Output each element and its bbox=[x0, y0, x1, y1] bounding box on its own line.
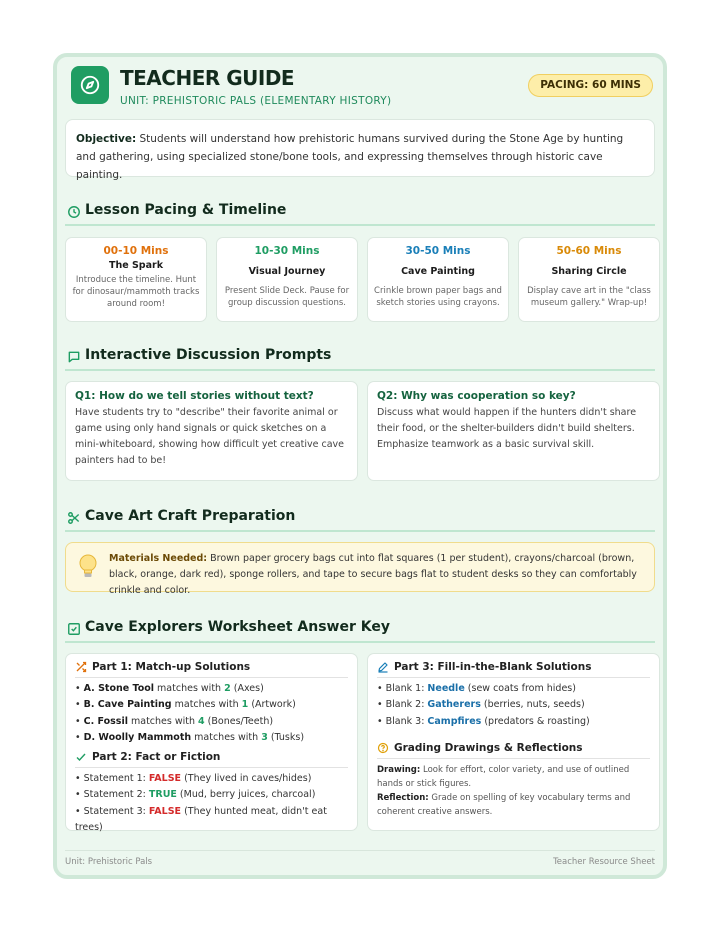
section-title-answer-key: Cave Explorers Worksheet Answer Key bbox=[85, 619, 390, 635]
timeline-card bbox=[518, 237, 660, 322]
footer-resource: Teacher Resource Sheet bbox=[553, 857, 655, 867]
list-item: • Blank 1: Needle (sew coats from hides) bbox=[377, 683, 576, 694]
question-title: Q1: How do we tell stories without text? bbox=[75, 390, 314, 402]
answer-card-right bbox=[367, 653, 660, 831]
section-header-answer-key bbox=[65, 619, 655, 643]
compass-icon bbox=[79, 74, 101, 96]
page-title: TEACHER GUIDE bbox=[120, 66, 295, 90]
section-header-pacing bbox=[65, 202, 655, 226]
timeline-time: 00-10 Mins bbox=[103, 245, 169, 257]
section-header-discussion bbox=[65, 347, 655, 371]
objective-box bbox=[65, 119, 655, 181]
part2-heading bbox=[75, 751, 348, 768]
checkbox-icon bbox=[67, 622, 81, 636]
timeline-time: 50-60 Mins bbox=[556, 245, 622, 257]
part1-title: Part 1: Match-up Solutions bbox=[92, 661, 251, 673]
part1-list bbox=[75, 681, 348, 746]
section-header-craft bbox=[65, 508, 655, 532]
question-body: Have students try to "describe" their favorite animal or game using only hand signals or quick sketches on a mini-whiteboard, showing how difficult yet creative cave painters had to be! bbox=[75, 407, 344, 466]
footer bbox=[65, 850, 655, 867]
footer-unit: Unit: Prehistoric Pals bbox=[65, 857, 153, 867]
list-item: • Blank 2: Gatherers (berries, nuts, seeds) bbox=[377, 699, 585, 711]
timeline-name: Cave Painting bbox=[401, 266, 475, 277]
timeline-desc: Crinkle brown paper bags and sketch stories using crayons. bbox=[374, 286, 502, 308]
list-item: • Statement 3: FALSE (They hunted meat, didn't eat trees) bbox=[75, 805, 327, 834]
list-item: • D. Woolly Mammoth matches with 3 (Tusks) bbox=[75, 731, 305, 743]
grading-reflection: Reflection: Grade on spelling of key vocabulary terms and coherent creative answers. bbox=[377, 792, 631, 817]
timeline-name: Sharing Circle bbox=[551, 266, 627, 277]
timeline-card bbox=[216, 237, 358, 322]
materials-body: Brown paper grocery bags cut into flat squares (1 per student), crayons/charcoal (brown, black, orange, dark red), sponge rollers, and tape to secure bags flat to student desks so they can comfortably crinkle and color. bbox=[109, 553, 637, 596]
list-item: • Statement 1: FALSE (They lived in caves/hides) bbox=[75, 773, 312, 785]
logo bbox=[71, 66, 109, 104]
grading-title: Grading Drawings & Reflections bbox=[394, 741, 583, 754]
timeline-card bbox=[65, 237, 207, 322]
question-body: Discuss what would happen if the hunters didn't share their food, or the shelter-builders didn't build shelters. Emphasize teamwork as a basic survival skill. bbox=[377, 407, 637, 450]
grading-heading bbox=[377, 742, 650, 759]
part3-list bbox=[377, 681, 650, 730]
help-circle-icon bbox=[377, 742, 389, 754]
pacing-badge: PACING: 60 MINS bbox=[528, 74, 653, 97]
list-item: • A. Stone Tool matches with 2 (Axes) bbox=[75, 683, 264, 694]
part1-heading bbox=[75, 661, 348, 678]
timeline-time: 10-30 Mins bbox=[254, 245, 320, 257]
question-title: Q2: Why was cooperation so key? bbox=[377, 390, 576, 402]
checkmark-icon bbox=[75, 751, 87, 763]
section-title-discussion: Interactive Discussion Prompts bbox=[85, 347, 332, 363]
objective-label: Objective: bbox=[76, 133, 137, 145]
timeline-desc: Present Slide Deck. Pause for group discussion questions. bbox=[224, 286, 350, 308]
objective-text: Students will understand how prehistoric humans survived during the Stone Age by hunting and gathering, using specialized stone/bone tools, and expressing themselves through historic cave painting. bbox=[76, 133, 624, 181]
list-item: • Blank 3: Campfires (predators & roasting) bbox=[377, 715, 590, 727]
list-item: • C. Fossil matches with 4 (Bones/Teeth) bbox=[75, 715, 274, 727]
part3-title: Part 3: Fill-in-the-Blank Solutions bbox=[394, 661, 592, 673]
section-title-pacing: Lesson Pacing & Timeline bbox=[85, 202, 287, 218]
lightbulb-icon bbox=[78, 554, 98, 580]
shuffle-icon bbox=[75, 661, 87, 673]
list-item: • Statement 2: TRUE (Mud, berry juices, charcoal) bbox=[75, 789, 316, 801]
part2-title: Part 2: Fact or Fiction bbox=[92, 751, 221, 764]
timeline-desc: Introduce the timeline. Hunt for dinosaur/mammoth tracks around room! bbox=[72, 275, 200, 309]
discussion-card-q1 bbox=[65, 381, 358, 481]
part2-list bbox=[75, 771, 348, 836]
materials-callout bbox=[65, 542, 655, 596]
grading-drawing: Drawing: Look for effort, color variety, and use of outlined hands or stick figures. bbox=[377, 764, 630, 789]
list-item: • B. Cave Painting matches with 1 (Artwork) bbox=[75, 699, 296, 711]
header bbox=[65, 57, 655, 119]
timeline-desc: Display cave art in the "class museum gallery." Wrap-up! bbox=[527, 286, 651, 308]
scissors-icon bbox=[67, 511, 81, 525]
unit-subtitle: UNIT: PREHISTORIC PALS (ELEMENTARY HISTORY) bbox=[120, 95, 392, 107]
clock-icon bbox=[67, 205, 81, 219]
chat-bubble-icon bbox=[67, 350, 81, 364]
section-title-craft: Cave Art Craft Preparation bbox=[85, 508, 296, 524]
timeline-name: Visual Journey bbox=[248, 266, 326, 277]
teacher-guide-page bbox=[53, 53, 667, 879]
materials-label: Materials Needed: bbox=[109, 553, 208, 564]
part3-heading bbox=[377, 661, 650, 678]
materials-text bbox=[109, 551, 646, 599]
answer-card-left bbox=[65, 653, 358, 834]
pencil-icon bbox=[377, 661, 389, 673]
discussion-card-q2 bbox=[367, 381, 660, 481]
timeline-time: 30-50 Mins bbox=[405, 245, 471, 257]
timeline-name: The Spark bbox=[108, 260, 164, 271]
timeline-card bbox=[367, 237, 509, 322]
